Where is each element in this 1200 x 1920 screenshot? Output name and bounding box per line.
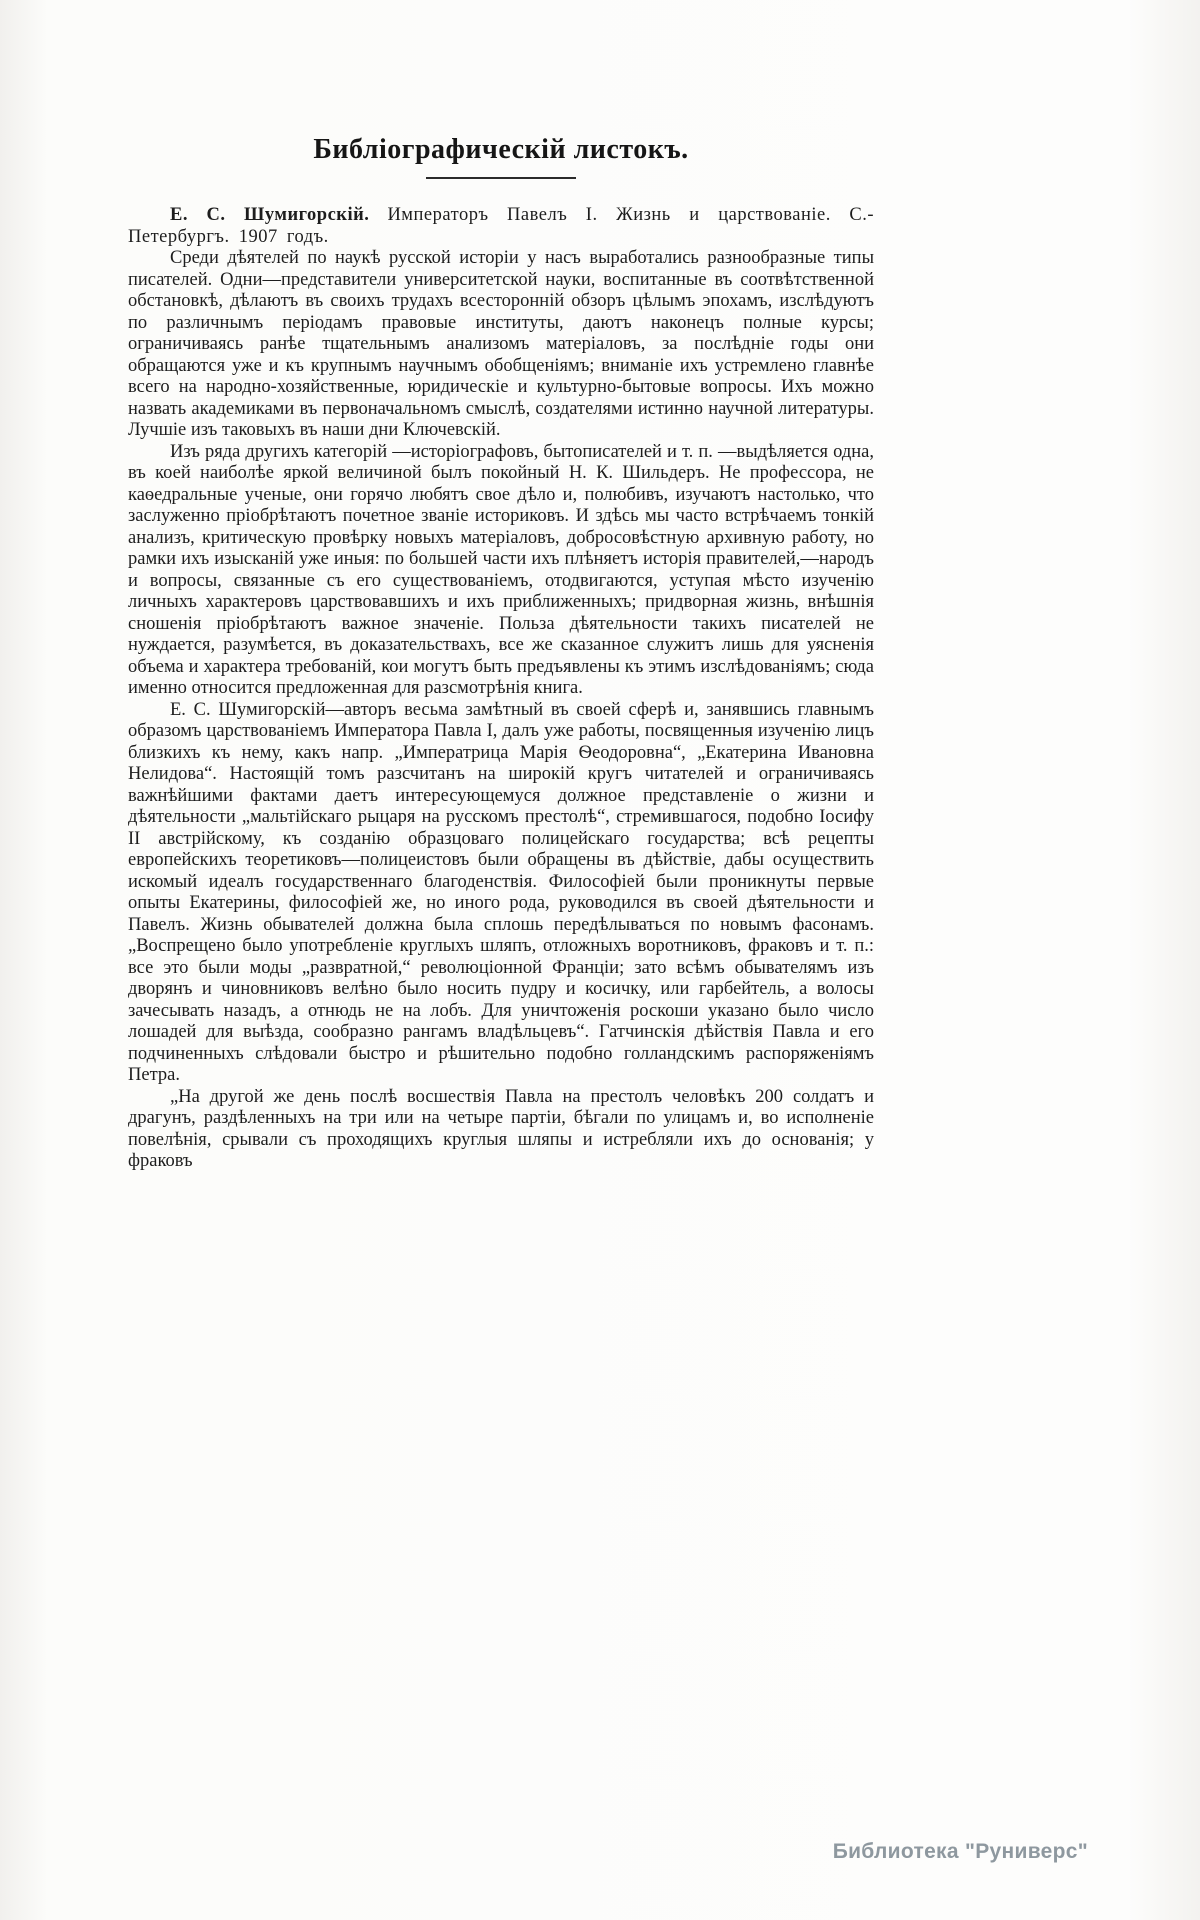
author-name: Е. С. Шумигорскій. [170,205,370,225]
article-body [128,205,874,1173]
book-title-and-imprint: Императоръ Павелъ I. Жизнь и царствованіе. С.-Петербургъ. 1907 годъ. [128,205,874,247]
text-column [128,134,874,1173]
paragraph-4: „На другой же день послѣ восшествія Павла на престолъ человѣкъ 200 солдатъ и драгунъ, раздѣленныхъ на три или на четыре партіи, бѣгали по улицамъ и, во исполненіе повелѣнія, срывали съ проходящихъ круглыя шляпы и истребляли ихъ до основанія; у фраковъ [128,1086,874,1171]
bibliographic-heading [128,205,874,248]
title-underline-rule [426,177,576,179]
paragraph-3: Е. С. Шумигорскій—авторъ весьма замѣтный въ своей сферѣ и, занявшись главнымъ образомъ царствованіемъ Императора Павла I, далъ уже работы, посвященныя изученію лицъ близкихъ къ нему, какъ напр. „Императрица Марія Ѳеодоровна“, „Екатерина Ивановна Нелидова“. Настоящій томъ разсчитанъ на широкій кругъ читателей и ограничиваясь важнѣйшими фактами даетъ интересующемуся должное представленіе о жизни и дѣятельности „мальтійскаго рыцаря на русскомъ престолѣ“, стремившагося, подобно Іосифу II австрійскому, къ созданію образцоваго полицейскаго государства; всѣ рецепты европейскихъ теоретиковъ—полицеистовъ были обращены въ дѣйствіе, дабы осуществить искомый идеалъ государственнаго благоденствія. Философіей были проникнуты первые опыты Екатерины, философіей же, но иного рода, руководился въ своей дѣятельности и Павелъ. Жизнь обывателей должна была сплошь передѣлываться по новымъ фасонамъ. „Воспрещено было употребленіе круглыхъ шляпъ, отложныхъ воротниковъ, фраковъ и т. п.: все это были моды „развратной,“ революціонной Франціи; зато всѣмъ обывателямъ изъ дворянъ и чиновниковъ велѣно было носить пудру и косичку, или гарбейтель, а волосы зачесывать назадъ, а отнюдь не на лобъ. Для уничтоженія роскоши указано было число лошадей для выѣзда, сообразно рангамъ владѣльцевъ“. Гатчинскія дѣйствія Павла и его подчиненныхъ слѣдовали быстро и рѣшительно подобно голландскимъ распоряженіямъ Петра. [128,699,874,1085]
page-title: Библіографическій листокъ. [313,134,689,165]
paragraph-1: Среди дѣятелей по наукѣ русской исторіи у насъ выработались разнообразные типы писателей. Одни—представители университетской науки, воспитанные въ соотвѣтственной обстановкѣ, дѣлаютъ въ своихъ трудахъ всесторонній обзоръ цѣлымъ эпохамъ, изслѣдуютъ по различнымъ періодамъ правовые институты, даютъ наконецъ полные курсы; ограничиваясь ранѣе тщательнымъ анализомъ матеріаловъ, за послѣдніе годы они обращаются уже и къ крупнымъ научнымъ обобщеніямъ; вниманіе ихъ устремлено главнѣе всего на народно-хозяйственные, юридическіе и культурно-бытовые вопросы. Ихъ можно назвать академиками въ первоначальномъ смыслѣ, создателями истинно научной литературы. Лучшіе изъ таковыхъ въ наши дни Ключевскій. [128,248,874,440]
paragraph-2: Изъ ряда другихъ категорій —исторіографовъ, бытописателей и т. п. —выдѣляется одна, въ коей наиболѣе яркой величиной былъ покойный Н. К. Шильдеръ. Не профессора, не каѳедральные ученые, они горячо любятъ свое дѣло и, полюбивъ, изучаютъ настолько, что заслуженно пріобрѣтаютъ почетное званіе историковъ. И здѣсь мы часто встрѣчаемъ тонкій анализъ, критическую провѣрку новыхъ матеріаловъ, добросовѣстную архивную работу, но рамки ихъ изысканій уже иныя: по большей части ихъ плѣняетъ исторія правителей,—народъ и вопросы, связанные съ его существованіемъ, отодвигаются, уступая мѣсто изученію личныхъ характеровъ царствовавшихъ и ихъ приближенныхъ; придворная жизнь, внѣшнія сношенія пріобрѣтаютъ важное значеніе. Польза дѣятельности такихъ писателей не нуждается, разумѣется, въ доказательствахъ, все же сказанное служитъ лишь для уясненія объема и характера требованій, кои могутъ быть предъявлены къ этимъ изслѣдованіямъ; сюда именно относится предложенная для разсмотрѣнія книга. [128,441,874,698]
library-watermark: Библиотека "Руниверс" [832,1840,1088,1863]
